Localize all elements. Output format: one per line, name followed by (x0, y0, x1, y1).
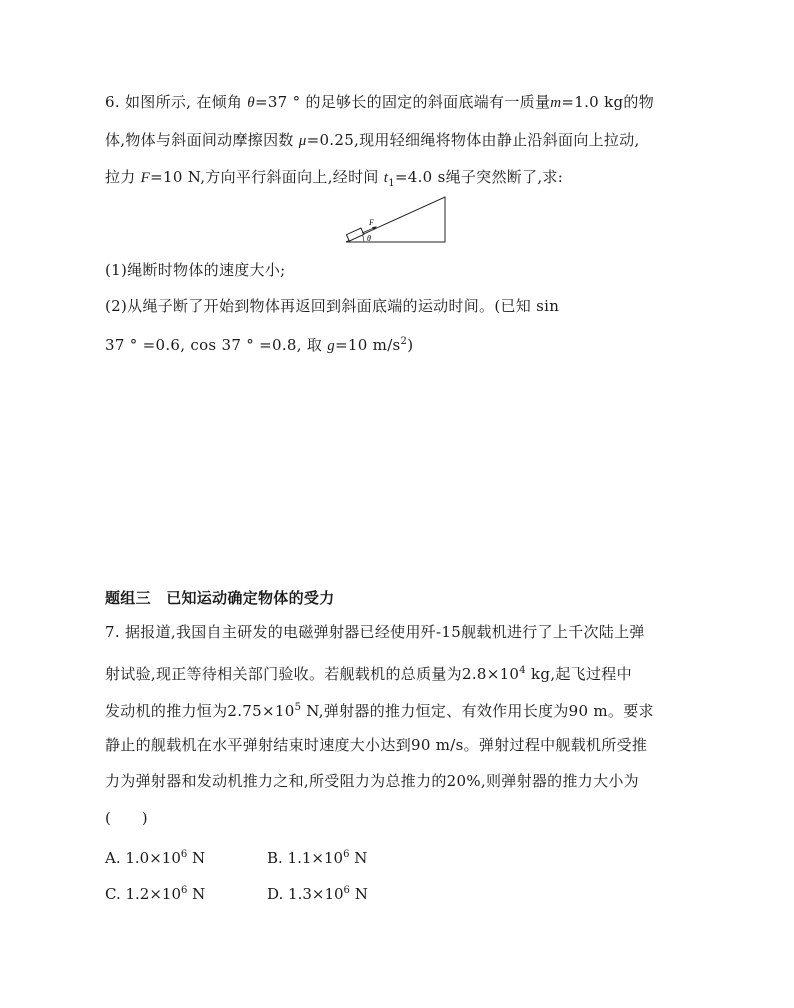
option-c[interactable]: C. $1.2\times 10^6$ N (105, 885, 206, 903)
q7-line-3: 发动机的推力恒为$2.75\times 10^5$ N,弹射器的推力恒定、有效作用长度为90 m。要求 (105, 702, 654, 720)
force-label: F (369, 218, 374, 227)
q7-line-5: 力为弹射器和发动机推力之和,所受阻力为总推力的20%,则弹射器的推力大小为 (105, 772, 639, 790)
q6-part-2-line-2: 37 ° =0.6, cos 37 ° =0.8, 取 g=10 $m/s^2$) (105, 336, 414, 354)
q6-line-3: 拉力 F=10 N,方向平行斜面向上,经时间 $t_1=4.0$ s绳子突然断了,求: (105, 168, 564, 189)
block (346, 228, 363, 241)
incline-figure (340, 192, 450, 252)
q6-line-2: 体,物体与斜面间动摩擦因数 μ=0.25,现用轻细绳将物体由静止沿斜面向上拉动, (105, 131, 640, 149)
section-heading: 题组三 已知运动确定物体的受力 (105, 589, 335, 607)
q6-line-1: 6. 如图所示, 在倾角 θ=37 ° 的足够长的固定的斜面底端有一质量m=1.0 kg的物 (105, 93, 654, 111)
q7-line-1: 7. 据报道,我国自主研发的电磁弹射器已经使用歼-15舰载机进行了上千次陆上弹 (105, 623, 645, 641)
q7-line-4: 静止的舰载机在水平弹射结束时速度大小达到90 m/s。弹射过程中舰载机所受推 (105, 736, 648, 754)
q7-line-2: 射试验,现正等待相关部门验收。若舰载机的总质量为$2.8\times 10^4$ kg,起飞过程中 (105, 665, 632, 683)
option-b[interactable]: B. $1.1\times 10^6$ N (267, 849, 368, 867)
q6-part-1: (1)绳断时物体的速度大小; (105, 261, 286, 279)
angle-label: θ (367, 234, 371, 243)
option-d[interactable]: D. $1.3\times 10^6$ N (267, 885, 368, 903)
option-a[interactable]: A. $1.0\times 10^6$ N (105, 849, 206, 867)
q7-line-6: ( ) (105, 809, 148, 827)
angle-arc (362, 235, 364, 242)
q6-part-2-line-1: (2)从绳子断了开始到物体再返回到斜面底端的运动时间。(已知 sin (105, 297, 560, 315)
